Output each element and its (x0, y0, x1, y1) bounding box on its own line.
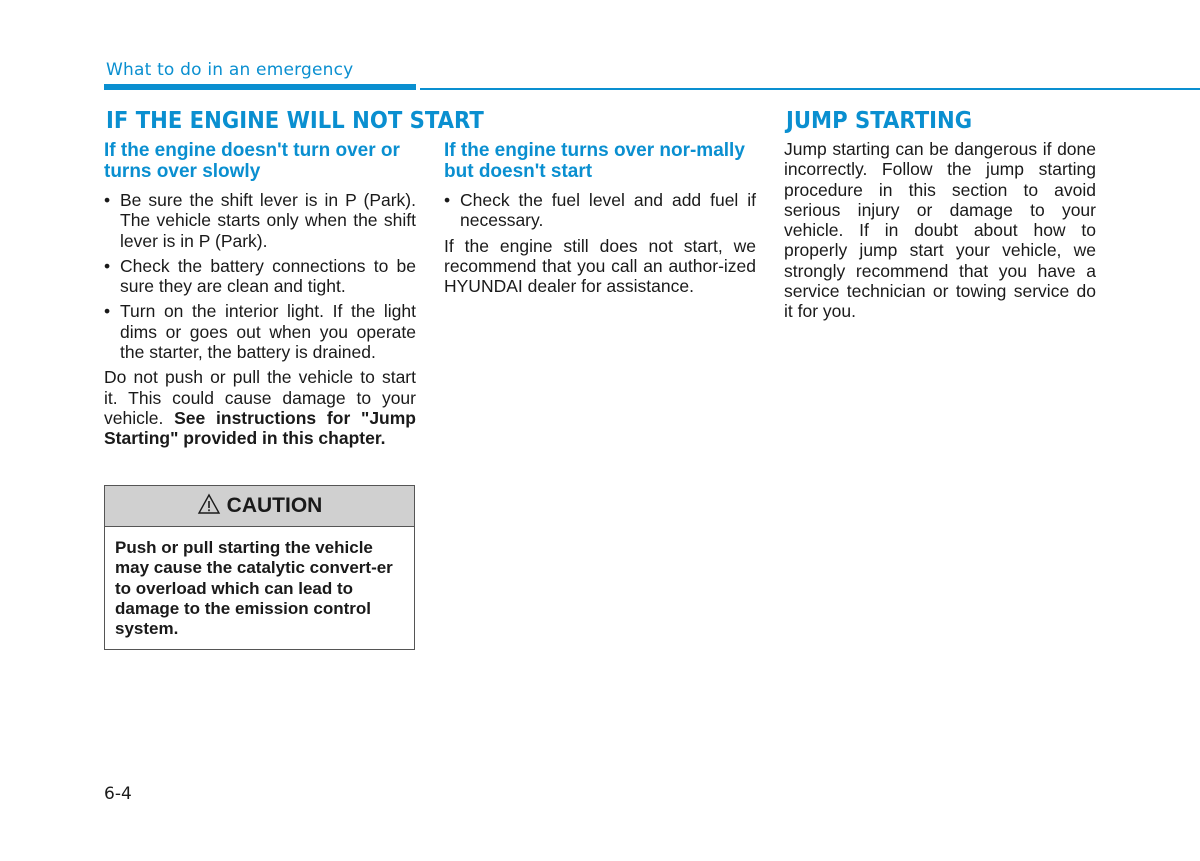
chapter-label: What to do in an emergency (106, 60, 354, 80)
col2-body (444, 190, 756, 301)
list-item: • Turn on the interior light. If the light dims or goes out when you operate the starter, the battery is drained. (104, 301, 416, 362)
section-title-engine-not-start: IF THE ENGINE WILL NOT START (106, 108, 484, 134)
header-bar-thick (104, 84, 416, 90)
col1-heading: If the engine doesn't turn over or turns over slowly (104, 140, 400, 182)
caution-title: CAUTION (226, 494, 323, 517)
col1-body (104, 190, 416, 454)
list-item: • Check the fuel level and add fuel if necessary. (444, 190, 756, 231)
list-item: • Be sure the shift lever is in P (Park). The vehicle starts only when the shift lever is in P (Park). (104, 190, 416, 251)
caution-body: Push or pull starting the vehicle may cause the catalytic convert-er to overload which can lead to damage to the emission control system. (115, 538, 393, 639)
col3-body (784, 139, 1096, 327)
col1-paragraph-normal: Do not push or pull the vehicle to start it. This could cause damage to your vehicle. (104, 367, 416, 428)
caution-box (104, 485, 415, 650)
col1-bullet-list (104, 190, 416, 362)
page-number: 6-4 (104, 784, 132, 804)
col2-paragraph: If the engine still does not start, we recommend that you call an author-ized HYUNDAI dealer for assistance. (444, 235, 756, 297)
list-item: • Check the battery connections to be sure they are clean and tight. (104, 256, 416, 297)
caution-header (105, 486, 414, 527)
section-title-jump-starting: JUMP STARTING (786, 108, 973, 134)
col1-paragraph (104, 367, 416, 448)
col1-paragraph-bold: See instructions for "Jump Starting" provided in this chapter. (104, 407, 416, 449)
warning-triangle-icon (197, 493, 221, 520)
col2-bullet-list (444, 190, 756, 231)
col2-heading: If the engine turns over nor-mally but doesn't start (444, 140, 745, 182)
header-bar-thin (420, 88, 1200, 90)
jump-starting-paragraph: Jump starting can be dangerous if done incorrectly. Follow the jump starting procedure in this section to avoid serious injury or damage to your vehicle. If in doubt about how to properly jump start your vehicle, we strongly recommend that you have a service technician or towing service do it for you. (784, 139, 1096, 322)
